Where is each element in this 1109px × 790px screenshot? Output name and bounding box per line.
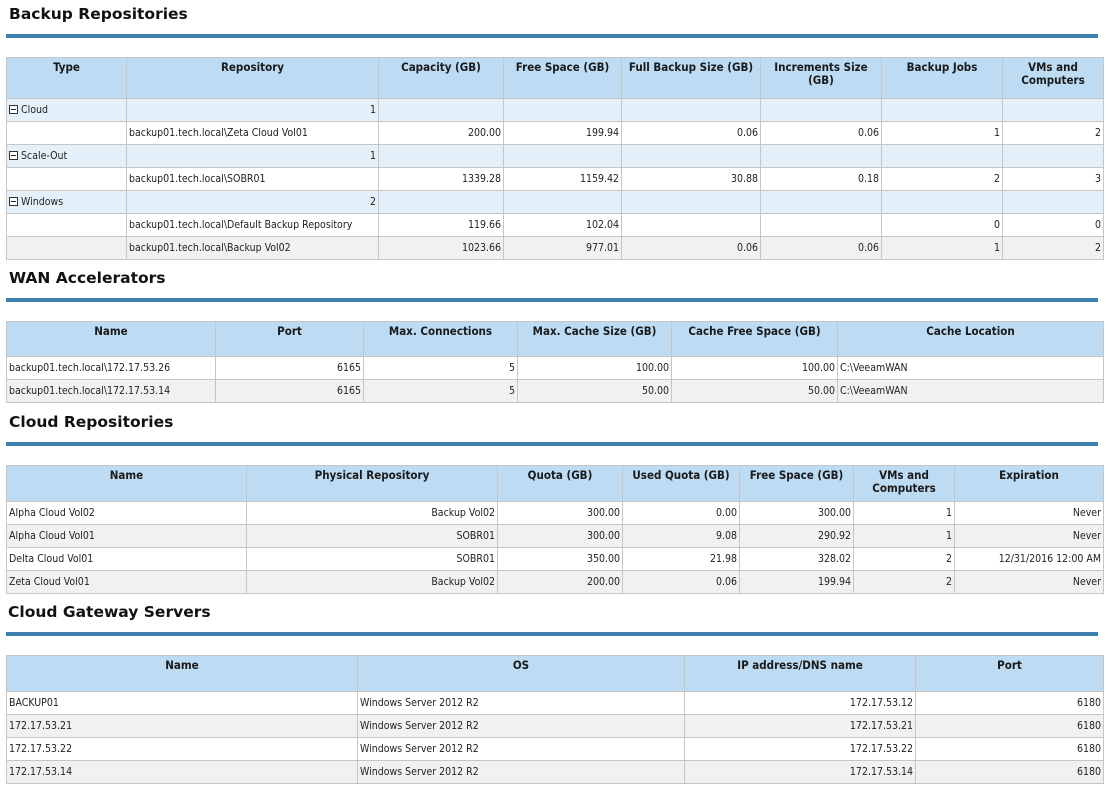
col-vms-and-computers: VMs and Computers <box>854 466 955 502</box>
col-max-connections: Max. Connections <box>364 322 518 357</box>
cell-capacity: 200.00 <box>379 122 504 145</box>
cell-vms: 1 <box>854 502 955 525</box>
group-count: 1 <box>127 99 379 122</box>
cell-port: 6180 <box>916 761 1104 784</box>
group-type: Cloud <box>21 104 48 116</box>
cell-capacity: 1023.66 <box>379 237 504 260</box>
cell-free-space: 300.00 <box>740 502 854 525</box>
cell-used-quota: 0.06 <box>623 571 740 594</box>
group-count: 2 <box>127 191 379 214</box>
group-type: Windows <box>21 196 64 208</box>
cell-backup-jobs: 1 <box>882 237 1003 260</box>
col-used-quota: Used Quota (GB) <box>623 466 740 502</box>
cell-quota: 350.00 <box>498 548 623 571</box>
cell-free-space: 290.92 <box>740 525 854 548</box>
col-os: OS <box>358 656 685 692</box>
section-divider <box>6 632 1098 636</box>
cell-capacity: 1339.28 <box>379 168 504 191</box>
cell-free-space: 199.94 <box>504 122 622 145</box>
group-type: Scale-Out <box>21 150 68 162</box>
table-row <box>7 525 1104 548</box>
cell-free-space: 1159.42 <box>504 168 622 191</box>
cell-quota: 300.00 <box>498 525 623 548</box>
cell-max-cache-size: 100.00 <box>518 357 672 380</box>
group-row-windows <box>7 191 1104 214</box>
col-name: Name <box>7 466 247 502</box>
cell-port: 6165 <box>216 357 364 380</box>
cell-type <box>7 168 127 191</box>
cell-used-quota: 0.00 <box>623 502 740 525</box>
cell-physical-repository: Backup Vol02 <box>247 502 498 525</box>
cell-full-backup-size: 0.06 <box>622 237 761 260</box>
cloud-repositories-table <box>6 465 1104 594</box>
cell-repository: backup01.tech.local\Backup Vol02 <box>127 237 379 260</box>
cell-os: Windows Server 2012 R2 <box>358 692 685 715</box>
cell-vms: 2 <box>854 571 955 594</box>
cell-cache-location: C:\VeeamWAN <box>838 357 1104 380</box>
cell-free-space: 977.01 <box>504 237 622 260</box>
cell-ip-address: 172.17.53.14 <box>685 761 916 784</box>
group-row-cloud <box>7 99 1104 122</box>
cell-vms: 3 <box>1003 168 1104 191</box>
cell-repository: backup01.tech.local\SOBR01 <box>127 168 379 191</box>
collapse-icon[interactable] <box>9 197 18 206</box>
cell-used-quota: 21.98 <box>623 548 740 571</box>
cell-quota: 300.00 <box>498 502 623 525</box>
cell-name: 172.17.53.14 <box>7 761 358 784</box>
cell-name: 172.17.53.21 <box>7 715 358 738</box>
group-toggle[interactable] <box>7 99 127 122</box>
cell-repository: backup01.tech.local\Default Backup Repository <box>127 214 379 237</box>
cell-ip-address: 172.17.53.12 <box>685 692 916 715</box>
cell-port: 6180 <box>916 738 1104 761</box>
cell-cache-free-space: 50.00 <box>672 380 838 403</box>
cell-capacity: 119.66 <box>379 214 504 237</box>
table-row <box>7 168 1104 191</box>
cell-full-backup-size: 0.06 <box>622 122 761 145</box>
table-row <box>7 122 1104 145</box>
wan-accelerators-title: WAN Accelerators <box>9 269 166 287</box>
table-row <box>7 548 1104 571</box>
table-row <box>7 761 1104 784</box>
cell-name: BACKUP01 <box>7 692 358 715</box>
cell-used-quota: 9.08 <box>623 525 740 548</box>
cloud-gateway-servers-table <box>6 655 1104 784</box>
cell-name: Alpha Cloud Vol02 <box>7 502 247 525</box>
group-row-scale-out <box>7 145 1104 168</box>
col-cache-location: Cache Location <box>838 322 1104 357</box>
cell-cache-free-space: 100.00 <box>672 357 838 380</box>
cell-max-connections: 5 <box>364 357 518 380</box>
cell-full-backup-size <box>622 214 761 237</box>
table-row <box>7 571 1104 594</box>
col-quota: Quota (GB) <box>498 466 623 502</box>
cell-increments-size <box>761 214 882 237</box>
cell-vms: 0 <box>1003 214 1104 237</box>
section-divider <box>6 442 1098 446</box>
cell-quota: 200.00 <box>498 571 623 594</box>
col-vms-and-computers: VMs and Computers <box>1003 58 1104 99</box>
table-row <box>7 502 1104 525</box>
group-count: 1 <box>127 145 379 168</box>
cell-vms: 2 <box>854 548 955 571</box>
backup-repositories-title: Backup Repositories <box>9 5 188 23</box>
cloud-gateway-servers-title: Cloud Gateway Servers <box>8 603 211 621</box>
col-increments-size: Increments Size (GB) <box>761 58 882 99</box>
cell-ip-address: 172.17.53.22 <box>685 738 916 761</box>
table-row <box>7 715 1104 738</box>
cell-max-cache-size: 50.00 <box>518 380 672 403</box>
table-row <box>7 738 1104 761</box>
col-full-backup-size: Full Backup Size (GB) <box>622 58 761 99</box>
cell-expiration: Never <box>955 571 1104 594</box>
col-ip-address: IP address/DNS name <box>685 656 916 692</box>
col-physical-repository: Physical Repository <box>247 466 498 502</box>
cloud-repositories-title: Cloud Repositories <box>9 413 174 431</box>
collapse-icon[interactable] <box>9 151 18 160</box>
col-backup-jobs: Backup Jobs <box>882 58 1003 99</box>
cell-name: 172.17.53.22 <box>7 738 358 761</box>
cell-full-backup-size: 30.88 <box>622 168 761 191</box>
col-cache-free-space: Cache Free Space (GB) <box>672 322 838 357</box>
cell-repository: backup01.tech.local\Zeta Cloud Vol01 <box>127 122 379 145</box>
cell-increments-size: 0.06 <box>761 237 882 260</box>
cell-name: Alpha Cloud Vol01 <box>7 525 247 548</box>
cell-backup-jobs: 2 <box>882 168 1003 191</box>
cell-max-connections: 5 <box>364 380 518 403</box>
table-row <box>7 692 1104 715</box>
cell-os: Windows Server 2012 R2 <box>358 738 685 761</box>
col-port: Port <box>916 656 1104 692</box>
cell-expiration: Never <box>955 525 1104 548</box>
backup-repositories-table <box>6 57 1104 260</box>
cell-physical-repository: SOBR01 <box>247 548 498 571</box>
cell-ip-address: 172.17.53.21 <box>685 715 916 738</box>
cell-os: Windows Server 2012 R2 <box>358 715 685 738</box>
col-name: Name <box>7 656 358 692</box>
cell-backup-jobs: 0 <box>882 214 1003 237</box>
cell-port: 6180 <box>916 715 1104 738</box>
cell-physical-repository: Backup Vol02 <box>247 571 498 594</box>
cell-free-space: 328.02 <box>740 548 854 571</box>
cell-port: 6165 <box>216 380 364 403</box>
col-expiration: Expiration <box>955 466 1104 502</box>
cell-free-space: 199.94 <box>740 571 854 594</box>
col-max-cache-size: Max. Cache Size (GB) <box>518 322 672 357</box>
cell-expiration: 12/31/2016 12:00 AM <box>955 548 1104 571</box>
col-type: Type <box>7 58 127 99</box>
cell-name: backup01.tech.local\172.17.53.26 <box>7 357 216 380</box>
cell-increments-size: 0.18 <box>761 168 882 191</box>
cell-backup-jobs: 1 <box>882 122 1003 145</box>
cell-free-space: 102.04 <box>504 214 622 237</box>
cell-os: Windows Server 2012 R2 <box>358 761 685 784</box>
cell-port: 6180 <box>916 692 1104 715</box>
col-repository: Repository <box>127 58 379 99</box>
section-divider <box>6 298 1098 302</box>
cell-vms: 2 <box>1003 122 1104 145</box>
wan-accelerators-table <box>6 321 1104 403</box>
cell-type <box>7 122 127 145</box>
table-row <box>7 237 1104 260</box>
section-divider <box>6 34 1098 38</box>
group-toggle[interactable] <box>7 145 127 168</box>
cell-name: Delta Cloud Vol01 <box>7 548 247 571</box>
cell-cache-location: C:\VeeamWAN <box>838 380 1104 403</box>
cell-expiration: Never <box>955 502 1104 525</box>
collapse-icon[interactable] <box>9 105 18 114</box>
cell-vms: 2 <box>1003 237 1104 260</box>
cell-name: backup01.tech.local\172.17.53.14 <box>7 380 216 403</box>
cell-physical-repository: SOBR01 <box>247 525 498 548</box>
cell-name: Zeta Cloud Vol01 <box>7 571 247 594</box>
group-toggle[interactable] <box>7 191 127 214</box>
cell-increments-size: 0.06 <box>761 122 882 145</box>
col-capacity: Capacity (GB) <box>379 58 504 99</box>
table-row <box>7 214 1104 237</box>
col-name: Name <box>7 322 216 357</box>
col-free-space: Free Space (GB) <box>740 466 854 502</box>
col-port: Port <box>216 322 364 357</box>
cell-vms: 1 <box>854 525 955 548</box>
cell-type <box>7 214 127 237</box>
col-free-space: Free Space (GB) <box>504 58 622 99</box>
cell-type <box>7 237 127 260</box>
table-row <box>7 380 1104 403</box>
table-row <box>7 357 1104 380</box>
